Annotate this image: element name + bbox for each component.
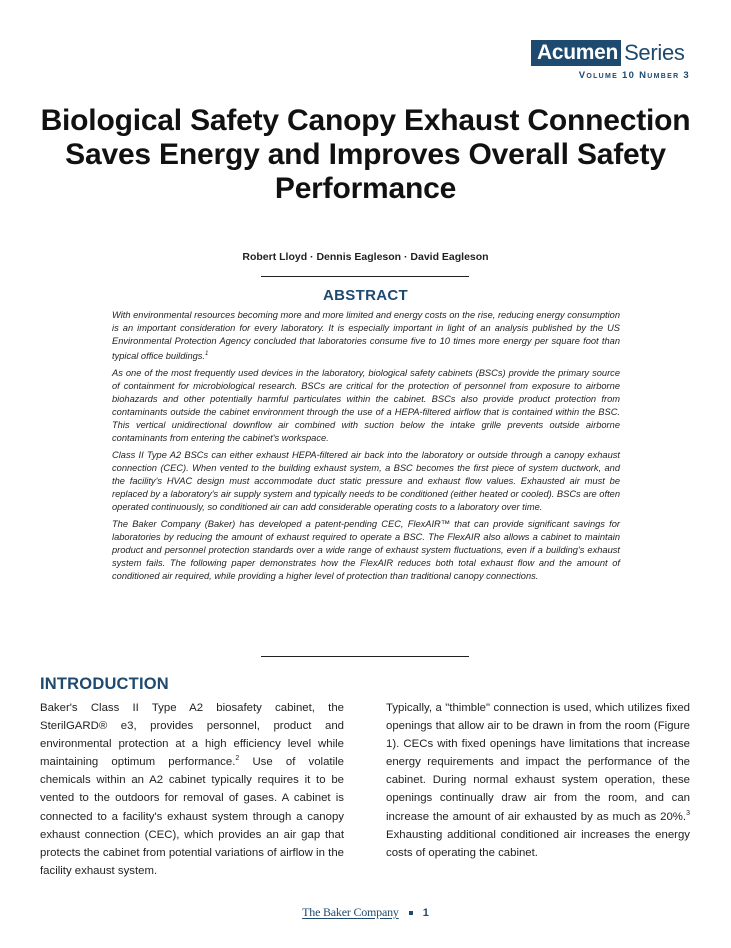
introduction-column-left: Baker's Class II Type A2 biosafety cabinet, the SterilGARD® e3, provides personnel, product and environmental protection at a high efficiency level while maintaining optimum performance.$^2$ Use of volatile chemicals within an A2 cabinet typically requires it to be vented to the outdoors for removal of gases. A cabinet is connected to a facility's exhaust system through a canopy exhaust connection (CEC), which provides an air gap that protects the cabinet from potential variations of airflow in the facility exhaust system.: [40, 702, 344, 877]
abstract-paragraph-4: The Baker Company (Baker) has developed a patent-pending CEC, FlexAIR™ that can provide significant savings for laboratories by reducing the amount of exhaust required to operate a BSC. The FlexAIR also allows a cabinet to maintain product and personnel protection standards over a wide range of exhaust system fluctuations, even if a building's exhaust system fails. The following paper demonstrates how the FlexAIR reduces both total exhaust flow and the amount of conditioned air required, while providing a higher level of protection than traditional canopy connections.: [112, 519, 620, 582]
footnote-ref-2: 2: [235, 755, 240, 763]
page-footer: [0, 905, 731, 920]
footnote-ref-1: 1: [205, 350, 209, 357]
author-list: Robert Lloyd · Dennis Eagleson · David Eagleson: [242, 251, 489, 263]
volume-number: Volume 10 Number 3: [578, 70, 690, 81]
abstract-paragraph-1: With environmental resources becoming more and more limited and energy costs on the rise, reducing energy consumption is an important consideration for every laboratory. It is especially important in light of an analysis published by the US Environmental Protection Agency concluded that laboratories consume five to 10 times more energy per square foot than typical office buildings.$^1$: [112, 310, 620, 361]
acumen-series-logo: [531, 40, 685, 66]
logo-primary: Acumen: [531, 40, 621, 66]
footnote-ref-3: 3: [686, 809, 690, 817]
introduction-heading: INTRODUCTION: [40, 675, 169, 693]
introduction-column-right: Typically, a "thimble" connection is used, which utilizes fixed openings that allow air to be drawn in from the room (Figure 1). CECs with fixed openings have limitations that increase energy requirements and impact the performance of the cabinet. During normal exhaust system operation, these openings continually draw air from the room, and can increase the amount of air exhausted by as much as 20%.$^3$ Exhausting additional conditioned air increases the energy costs of operating the cabinet.: [386, 702, 690, 859]
abstract-heading: ABSTRACT: [323, 287, 408, 304]
divider-top: [261, 276, 469, 277]
footer-separator-dot: [409, 911, 413, 915]
page-number: 1: [422, 906, 429, 919]
divider-bottom: [261, 656, 469, 657]
abstract-paragraph-3: Class II Type A2 BSCs can either exhaust HEPA-filtered air back into the laboratory or outside through a canopy exhaust connection (CEC). When vented to the building exhaust system, a BSC becomes the first piece of system ductwork, and the facility's HVAC design must accommodate duct static pressure and exhaust flow values. Exhausted air must be replaced by a laboratory's air supply system and typically needs to be conditioned (either heated or cooled). BSCs are often operated continuously, so conditioned air can add considerable operating costs to a laboratory over time.: [112, 450, 620, 512]
abstract-paragraph-2: As one of the most frequently used devices in the laboratory, biological safety cabinets (BSCs) provide the primary source of containment for microbiological research. BSCs are critical for the protection of personnel from exposure to airborne biohazards and other potentially harmful particulates within the cabinet. BSCs also provide product protection from contaminants outside the cabinet environment through the use of a HEPA-filtered airflow that is contained within the BSC. This vertical unidirectional downflow air combined with suction below the intake grille prevents outside airborne contaminants from entering the cabinet's workspace.: [112, 368, 620, 443]
logo-secondary: Series: [624, 40, 685, 65]
document-title: Biological Safety Canopy Exhaust Connection Saves Energy and Improves Overall Safety Performance: [40, 104, 691, 205]
footer-company-logo: The Baker Company: [302, 905, 399, 919]
abstract-body: [112, 309, 620, 588]
